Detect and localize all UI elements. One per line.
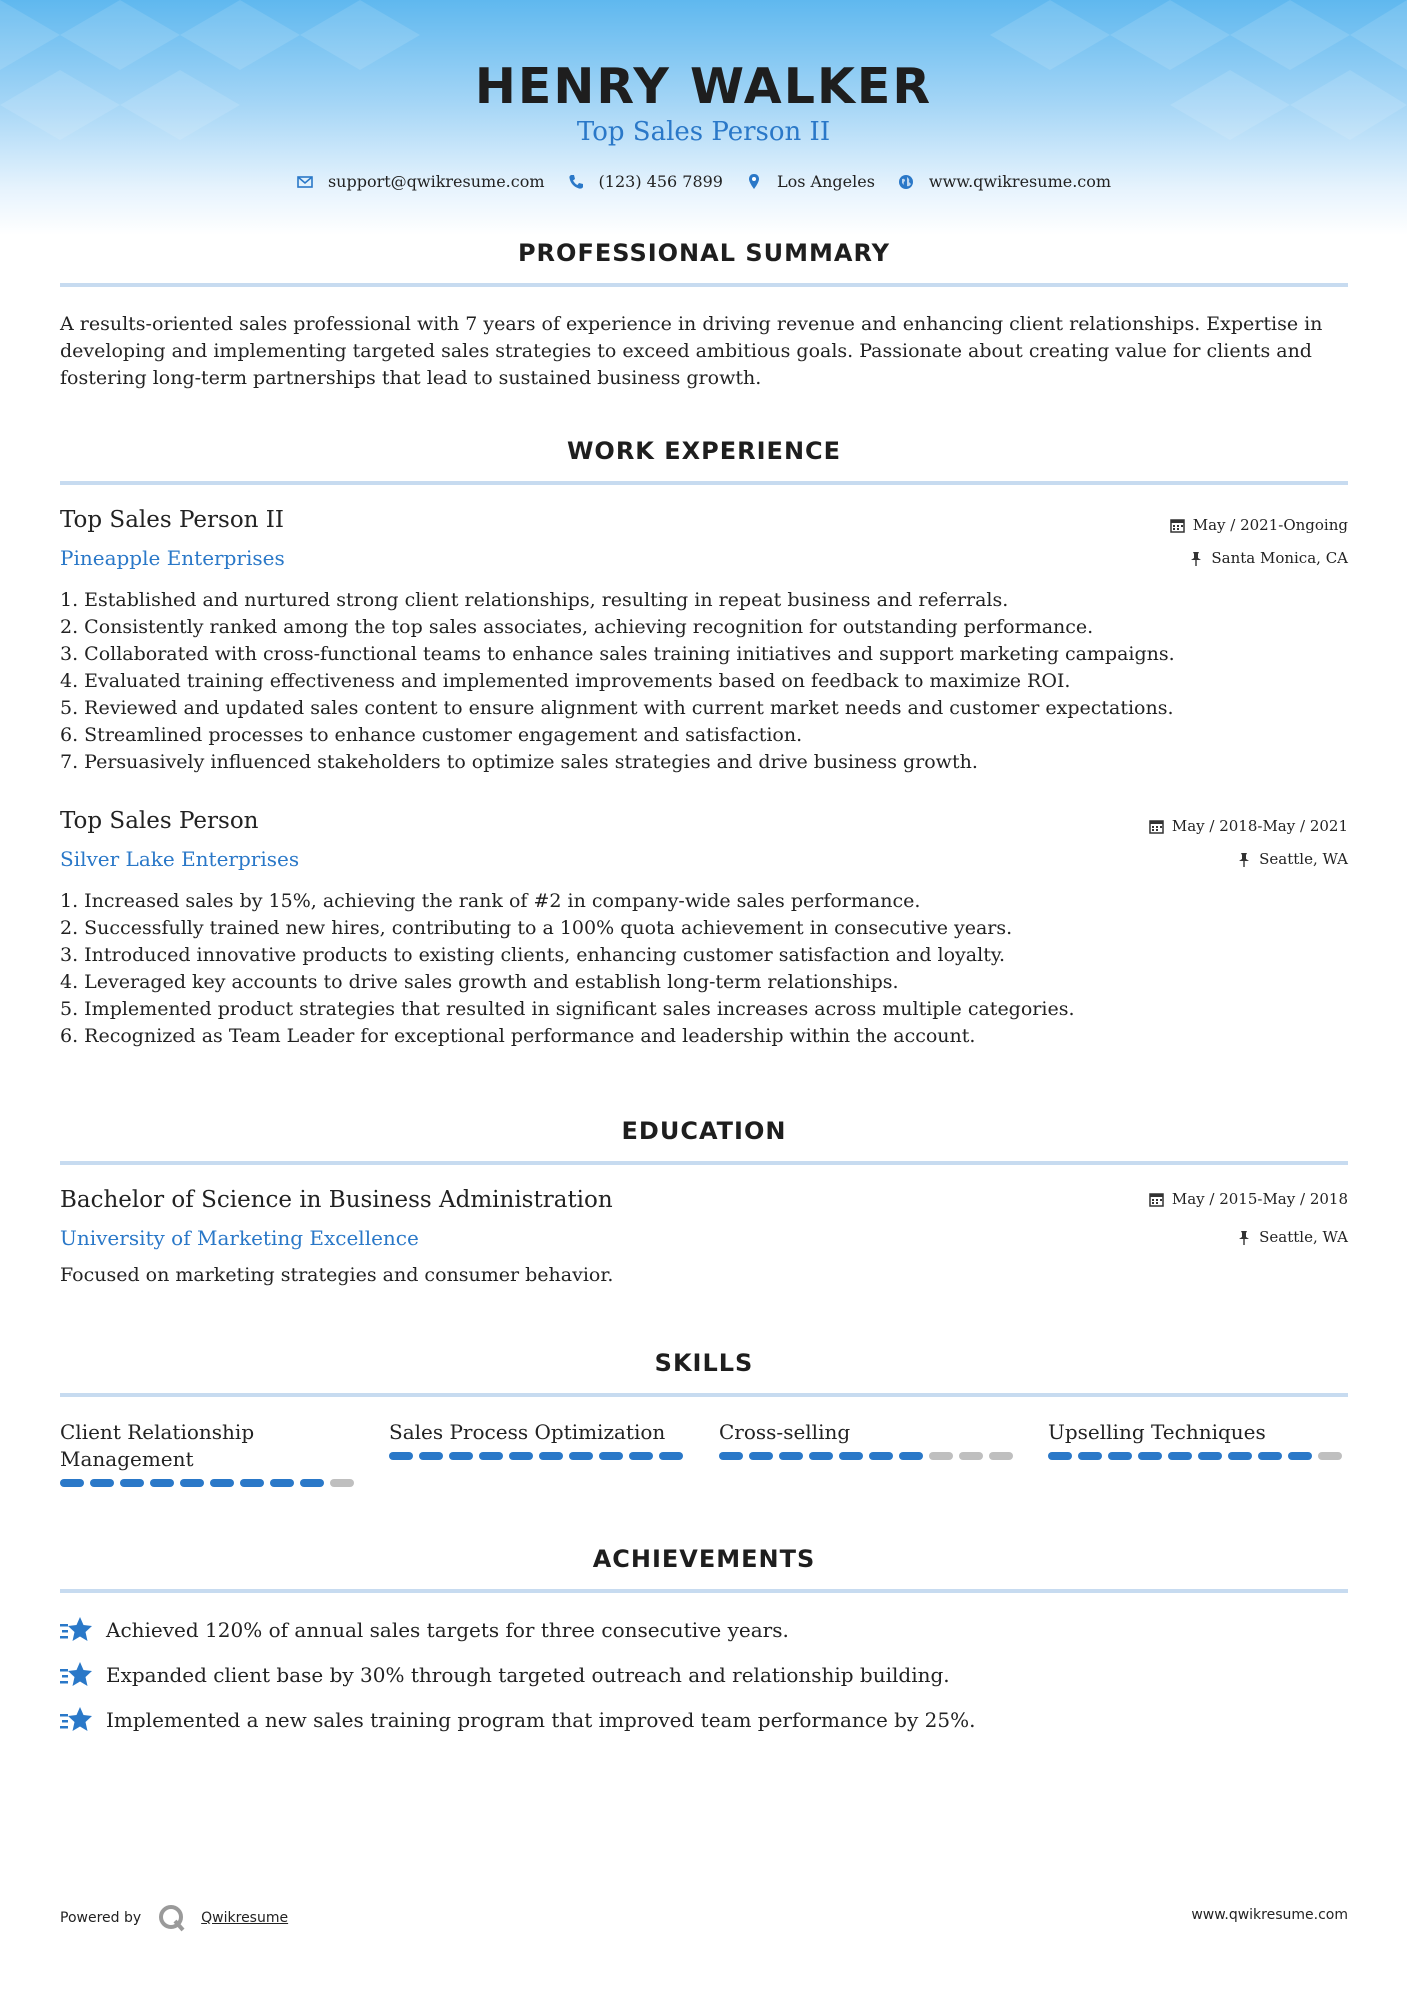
achievement-item [60,1615,789,1645]
skill-level-dot [330,1479,354,1487]
achievements-divider [60,1589,1348,1593]
skill-name: Sales Process Optimization [389,1420,666,1444]
skill-level-dot [539,1452,563,1460]
job-title: Top Sales Person [60,808,259,834]
contact-website[interactable] [897,172,1111,191]
summary-divider [60,283,1348,287]
summary-heading: PROFESSIONAL SUMMARY [517,239,891,267]
skill-level-dot [869,1452,893,1460]
skill-level-dot [120,1479,144,1487]
list-item: 4. Evaluated training effectiveness and implemented improvements based on feedback to maximize ROI. [60,670,1071,692]
contact-location-text: Los Angeles [776,172,875,191]
list-item: 1. Increased sales by 15%, achieving the rank of #2 in company-wide sales performance. [60,890,921,912]
skill-level-dot [929,1452,953,1460]
skill-level-dot [719,1452,743,1460]
skill-level-meter [60,1479,360,1487]
phone-icon [567,173,585,191]
education-school: University of Marketing Excellence [60,1226,419,1250]
skill-level-dot [779,1452,803,1460]
header-banner [0,0,1407,235]
skill-level-dot [569,1452,593,1460]
experience-divider [60,481,1348,485]
list-item: 6. Streamlined processes to enhance customer engagement and satisfaction. [60,724,803,746]
skill-level-dot [479,1452,503,1460]
skill-level-dot [959,1452,983,1460]
skill-level-dot [300,1479,324,1487]
skill-level-dot [1138,1452,1162,1460]
skill-level-dot [270,1479,294,1487]
contact-location [745,172,875,191]
contact-website-text: www.qwikresume.com [928,172,1112,191]
achievement-text: Achieved 120% of annual sales targets for three consecutive years. [106,1618,789,1642]
skill-level-dot [1198,1452,1222,1460]
list-item: 5. Implemented product strategies that resulted in significant sales increases across multiple categories. [60,998,1075,1020]
skill-level-meter [719,1452,1019,1460]
skill-level-dot [659,1452,683,1460]
skill-level-dot [90,1479,114,1487]
pushpin-icon [1237,852,1251,867]
candidate-role: Top Sales Person II [576,117,831,147]
job-dates-text: May / 2018-May / 2021 [1171,817,1348,835]
skill-level-dot [989,1452,1013,1460]
globe-icon [897,173,915,191]
skill-name: Client Relationship Management [60,1420,255,1471]
list-item: 6. Recognized as Team Leader for exceptional performance and leadership within the account. [60,1025,976,1047]
calendar-icon [1149,1192,1164,1207]
contact-bar [0,172,1407,191]
list-item: 2. Successfully trained new hires, contributing to a 100% quota achievement in consecutive years. [60,917,1013,939]
achievement-item [60,1705,975,1735]
job-bullets [60,587,1350,776]
skill-level-dot [839,1452,863,1460]
skill-level-dot [629,1452,653,1460]
job-dates [1149,817,1348,835]
skill-item [719,1419,1019,1460]
education-dates [1149,1190,1348,1208]
experience-heading: WORK EXPERIENCE [566,437,842,465]
skill-level-dot [150,1479,174,1487]
summary-text: A results-oriented sales professional with 7 years of experience in driving revenue and enhancing client relationships. Expertise in developing and implementing targeted sales strategies to exceed ambitious goals. Passionate about creating value for clients and fostering long-term partnerships that lead to sustained business growth. [60,313,1323,389]
powered-by-label: Powered by [60,1910,142,1926]
candidate-name: HENRY WALKER [474,58,933,115]
job-location [1237,850,1348,868]
job-company: Pineapple Enterprises [60,546,285,570]
skill-name: Upselling Techniques [1048,1420,1266,1444]
skill-level-dot [1258,1452,1282,1460]
skill-level-dot [60,1479,84,1487]
skill-level-dot [419,1452,443,1460]
footer-powered-by [60,1903,288,1933]
skill-level-dot [899,1452,923,1460]
qwikresume-logo-icon [157,1903,187,1933]
contact-email[interactable] [296,172,545,191]
job-location [1189,549,1348,567]
job-title: Top Sales Person II [60,507,284,533]
skill-level-dot [1228,1452,1252,1460]
education-divider [60,1161,1348,1165]
skill-level-dot [1288,1452,1312,1460]
achievement-item [60,1660,950,1690]
job-location-text: Santa Monica, CA [1211,549,1348,567]
skill-level-dot [1168,1452,1192,1460]
pushpin-icon [1189,551,1203,566]
skill-level-dot [210,1479,234,1487]
calendar-icon [1170,518,1185,533]
skills-heading: SKILLS [654,1349,754,1377]
job-dates-text: May / 2021-Ongoing [1192,516,1348,534]
brand-link[interactable]: Qwikresume [201,1910,289,1926]
star-icon [60,1660,92,1690]
skill-level-dot [180,1479,204,1487]
list-item: 3. Introduced innovative products to existing clients, enhancing customer satisfaction and loyalty. [60,944,1006,966]
job-bullets [60,888,1350,1050]
skill-level-dot [749,1452,773,1460]
skill-level-dot [449,1452,473,1460]
achievements-heading: ACHIEVEMENTS [592,1545,816,1573]
skill-item [60,1419,360,1487]
job-location-text: Seattle, WA [1259,850,1348,868]
skill-level-dot [1108,1452,1132,1460]
star-icon [60,1615,92,1645]
pushpin-icon [1237,1230,1251,1245]
calendar-icon [1149,819,1164,834]
skill-level-meter [389,1452,689,1460]
skill-level-dot [509,1452,533,1460]
skill-item [1048,1419,1348,1460]
achievement-text: Implemented a new sales training program that improved team performance by 25%. [106,1708,976,1732]
star-icon [60,1705,92,1735]
list-item: 5. Reviewed and updated sales content to ensure alignment with current market needs and customer expectations. [60,697,1174,719]
skill-item [389,1419,689,1460]
skills-divider [60,1393,1348,1397]
skill-level-dot [389,1452,413,1460]
job-dates [1170,516,1348,534]
list-item: 7. Persuasively influenced stakeholders to optimize sales strategies and drive business growth. [60,751,978,773]
education-location-text: Seattle, WA [1259,1228,1348,1246]
list-item: 3. Collaborated with cross-functional teams to enhance sales training initiatives and support marketing campaigns. [60,643,1175,665]
skill-level-dot [1078,1452,1102,1460]
skill-name: Cross-selling [719,1420,851,1444]
education-location [1237,1228,1348,1246]
contact-phone-text: (123) 456 7899 [598,172,723,191]
skill-level-dot [599,1452,623,1460]
list-item: 2. Consistently ranked among the top sales associates, achieving recognition for outstanding performance. [60,616,1094,638]
skill-level-dot [240,1479,264,1487]
skill-level-dot [809,1452,833,1460]
education-description: Focused on marketing strategies and consumer behavior. [60,1264,614,1286]
achievement-text: Expanded client base by 30% through targeted outreach and relationship building. [106,1663,950,1687]
skill-level-meter [1048,1452,1348,1460]
map-pin-icon [745,173,763,191]
contact-email-text: support@qwikresume.com [327,172,545,191]
skill-level-dot [1318,1452,1342,1460]
job-company: Silver Lake Enterprises [60,847,300,871]
footer-url[interactable]: www.qwikresume.com [1191,1907,1348,1923]
list-item: 1. Established and nurtured strong client relationships, resulting in repeat business and referrals. [60,589,1009,611]
education-heading: EDUCATION [621,1117,787,1145]
education-dates-text: May / 2015-May / 2018 [1171,1190,1348,1208]
contact-phone[interactable] [567,172,723,191]
education-degree: Bachelor of Science in Business Administration [60,1187,613,1213]
list-item: 4. Leveraged key accounts to drive sales growth and establish long-term relationships. [60,971,899,993]
skill-level-dot [1048,1452,1072,1460]
envelope-icon [296,173,314,191]
